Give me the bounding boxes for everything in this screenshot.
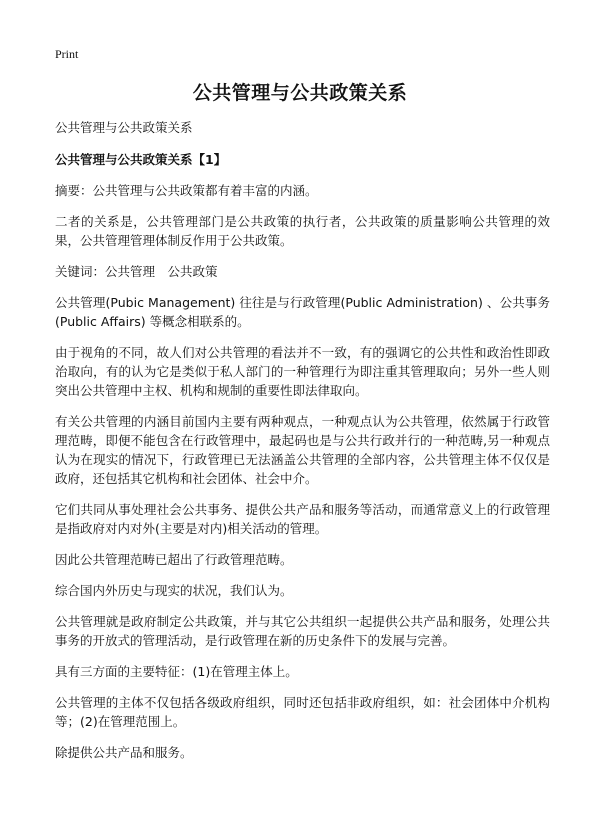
print-link[interactable]: Print: [55, 47, 79, 61]
paragraph-subjects: 公共管理的主体不仅包括各级政府组织，同时还包括非政府组织，如：社会团体中介机构等；(2)在管理范围上。: [55, 695, 550, 729]
article-subtitle: 公共管理与公共政策关系: [55, 120, 193, 135]
paragraph-relationship: 二者的关系是，公共管理部门是公共政策的执行者，公共政策的质量影响公共管理的效果，公共管理管理体制反作用于公共政策。: [55, 214, 550, 248]
page-title: 公共管理与公共政策关系: [192, 82, 408, 104]
article-body: [55, 118, 550, 774]
paragraph-scope: 因此公共管理范畴已超出了行政管理范畴。: [55, 552, 293, 567]
paragraph-features: 具有三方面的主要特征：(1)在管理主体上。: [55, 664, 298, 679]
paragraph-keywords: 关键词：公共管理 公共政策: [55, 264, 218, 279]
paragraph-definition: 公共管理(Pubic Management) 往往是与行政管理(Public Administration) 、公共事务(Public Affairs) 等概念相联系的。: [55, 295, 550, 329]
paragraph-abstract: 摘要：公共管理与公共政策都有着丰富的内涵。: [55, 183, 318, 198]
section-heading: 公共管理与公共政策关系【1】: [55, 152, 227, 167]
paragraph-conclusion: 公共管理就是政府制定公共政策，并与其它公共组织一起提供公共产品和服务，处理公共事务的开放式的管理活动，是行政管理在新的历史条件下的发展与完善。: [55, 614, 550, 648]
paragraph-services: 除提供公共产品和服务。: [55, 745, 193, 760]
paragraph-synthesis: 综合国内外历史与现实的状况，我们认为。: [55, 583, 293, 598]
paragraph-perspectives: 由于视角的不同，故人们对公共管理的看法并不一致，有的强调它的公共性和政治性即政治取向，有的认为它是类似于私人部门的一种管理行为即注重其管理取向；另外一些人则突出公共管理中主权、机构和规制的重要性即法律取向。: [55, 345, 550, 398]
paragraph-joint-activities: 它们共同从事处理社会公共事务、提供公共产品和服务等活动，而通常意义上的行政管理是指政府对内对外(主要是对内)相关活动的管理。: [55, 502, 550, 536]
paragraph-domestic-views: 有关公共管理的内涵目前国内主要有两种观点，一种观点认为公共管理，依然属于行政管理范畴，即便不能包含在行政管理中，最起码也是与公共行政并行的一种范畴,另一种观点认为在现实的情况下，行政管理已无法涵盖公共管理的全部内容，公共管理主体不仅仅是政府，还包括其它机构和社会团体、社会中介。: [55, 414, 550, 486]
